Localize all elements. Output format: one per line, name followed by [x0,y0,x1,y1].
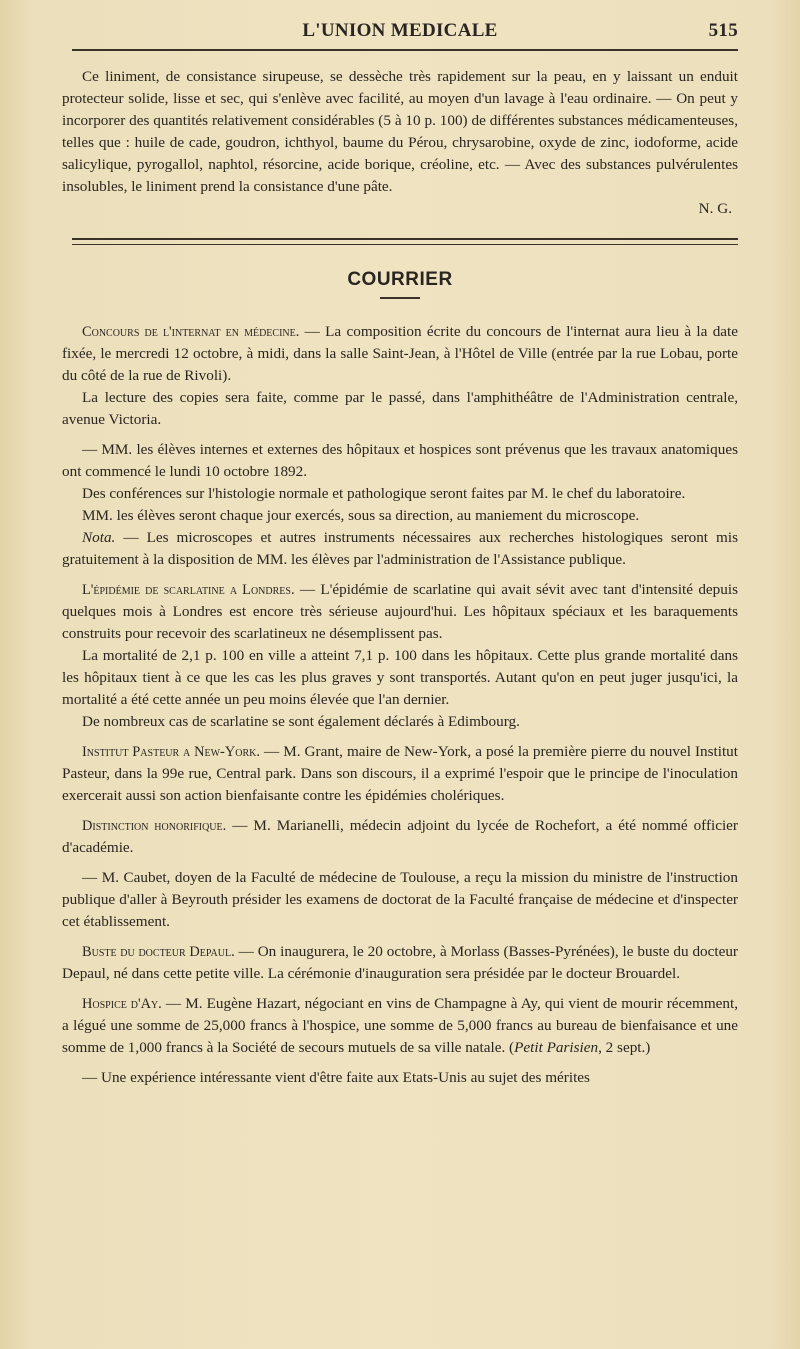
journal-title: L'UNION MEDICALE [302,20,498,41]
item-heading: Buste du docteur Depaul. [82,944,235,960]
nota-paragraph: Nota. — Les microscopes et autres instruments nécessaires aux recherches histologiques seront mis gratuitement à la disposition de MM. les élèves par l'administration de l'Assistance publique. [62,529,738,568]
header-rule [72,49,738,51]
item-heading: Concours de l'internat en médecine. [82,324,300,340]
section-divider [72,238,738,245]
signature: N. G. [698,200,732,217]
hospice-paragraph: Hospice d'Ay. — M. Eugène Hazart, négociant en vins de Champagne à Ay, qui vient de mourir récemment, a légué une somme de 25,000 francs à l'hospice, une somme de 5,000 francs au bureau de bienfaisance et une somme de 1,000 francs à la Société de secours mutuels de sa ville natale. (Petit Parisien, 2 sept.) [62,995,738,1056]
nota-label: Nota. [82,529,116,546]
conferences-paragraph: Des conférences sur l'histologie normale et pathologique seront faites par M. le chef du laboratoire. [82,485,686,502]
caubet-paragraph: — M. Caubet, doyen de la Faculté de médecine de Toulouse, a reçu la mission du ministre de l'instruction publique d'aller à Beyrouth présider les examens de doctorat de la Faculté française de médecine et d'inspecter cet établissement. [62,869,738,930]
page-number: 515 [708,20,738,41]
item-heading: Institut Pasteur a New-York. [82,744,260,760]
running-header [62,18,738,48]
microscope-paragraph: MM. les élèves seront chaque jour exercés, sous sa direction, au maniement du microscope. [82,507,640,524]
intro-paragraph: Ce liniment, de consistance sirupeuse, se dessèche très rapidement sur la peau, en y laissant un enduit protecteur solide, lisse et sec, qui s'enlève avec facilité, au moyen d'un lavage à l'eau ordinaire. — On peut y incorporer des quantités relativement considérables (5 à 10 p. 100) de différentes substances médicamenteuses, telles que : huile de cade, goudron, ichthyol, baume du Pérou, chrysarobine, oxyde de zinc, iodoforme, acide salicylique, pyrogallol, naphtol, résorcine, acide borique, créoline, etc. — Avec des substances pulvérulentes insolubles, le liniment prend la consistance d'une pâte. [62,68,738,195]
scarlatine-paragraph: L'épidémie de scarlatine a Londres. — L'épidémie de scarlatine qui avait sévit avec tant d'intensité depuis quelques mois à Londres est encore très sérieuse aujourd'hui. Les hôpitaux spéciaux et les baraquements construits pour recevoir des scarlatineux ne désemplissent pas. [62,581,738,642]
mortalite-paragraph: La mortalité de 2,1 p. 100 en ville a atteint 7,1 p. 100 dans les hôpitaux. Cette plus grande mortalité dans les hôpitaux tient à ce que les cas les plus graves y sont transportés. Autant qu'on en peut juger jusqu'ici, la mortalité a été cette année un peu moins élevée que l'an dernier. [62,647,738,708]
distinction-paragraph: Distinction honorifique. — M. Marianelli, médecin adjoint du lycée de Rochefort, a été nommé officier d'académie. [62,817,738,856]
page-body [62,66,738,1089]
pasteur-paragraph: Institut Pasteur a New-York. — M. Grant, maire de New-York, a posé la première pierre du nouvel Institut Pasteur, dans la 99e rue, Central park. Dans son discours, il a exprimé l'espoir que le principe de l'inoculation exercerait aussi son action bienfaisante contre les épidémies cholériques. [62,743,738,804]
item-heading: L'épidémie de scarlatine a Londres. [82,582,295,598]
experience-paragraph: — Une expérience intéressante vient d'être faite aux Etats-Unis au sujet des mérites [82,1069,590,1086]
buste-paragraph: Buste du docteur Depaul. — On inaugurera, le 20 octobre, à Morlass (Basses-Pyrénées), le buste du docteur Depaul, né dans cette petite ville. La cérémonie d'inauguration sera présidée par le docteur Brouardel. [62,943,738,982]
internat-paragraph-2: La lecture des copies sera faite, comme par le passé, dans l'amphithéâtre de l'Administration centrale, avenue Victoria. [62,389,738,428]
source-citation: Petit Parisien [514,1039,599,1056]
internat-paragraph: Concours de l'internat en médecine. — La composition écrite du concours de l'internat aura lieu à la date fixée, le mercredi 12 octobre, à midi, dans la salle Saint-Jean, à l'Hôtel de Ville (entrée par la rue Lobau, porte du côté de la rue de Rivoli). [62,323,738,384]
section-title: COURRIER [347,269,453,290]
edimbourg-paragraph: De nombreux cas de scarlatine se sont également déclarés à Edimbourg. [82,713,520,730]
item-heading: Distinction honorifique. [82,818,227,834]
travaux-paragraph: — MM. les élèves internes et externes des hôpitaux et hospices sont prévenus que les travaux anatomiques ont commencé le lundi 10 octobre 1892. [62,441,738,480]
item-heading: Hospice d'Ay. [82,996,162,1012]
title-underline [380,297,420,299]
